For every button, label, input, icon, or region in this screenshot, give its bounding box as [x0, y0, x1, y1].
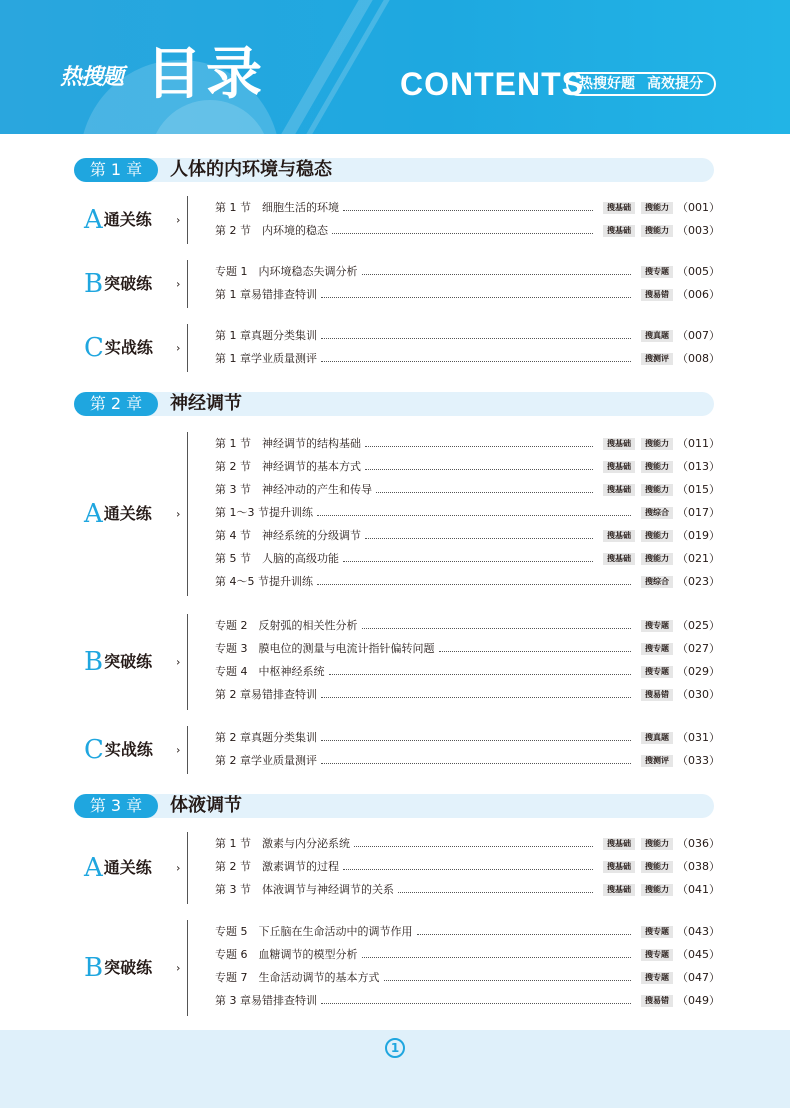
entry-title: 专题 6 血糖调节的模型分析 — [215, 948, 358, 961]
contents-heading: CONTENTS — [400, 66, 584, 102]
section-name: 实战练 — [104, 740, 153, 759]
entry-badge: 搜真题 — [641, 732, 673, 744]
chapter-tag: 第 1 章 — [74, 158, 158, 182]
chevron-right-icon: › — [176, 341, 181, 355]
entry-page: （043） — [677, 925, 720, 938]
chapter-bar — [74, 794, 714, 818]
divider — [187, 614, 188, 710]
entry-badge: 搜能力 — [641, 838, 673, 850]
entry-title: 第 2 章易错排查特训 — [215, 688, 317, 701]
toc-entry[interactable] — [215, 924, 720, 940]
entry-page: （006） — [677, 288, 720, 301]
toc-entry[interactable] — [215, 551, 720, 567]
section-name: 突破练 — [104, 958, 153, 977]
divider — [187, 432, 188, 596]
entry-badge: 搜综合 — [641, 507, 673, 519]
leader-dots — [321, 361, 631, 362]
entry-title: 第 3 节 体液调节与神经调节的关系 — [215, 883, 394, 896]
toc-entry[interactable] — [215, 947, 720, 963]
chevron-right-icon: › — [176, 961, 181, 975]
entry-page: （033） — [677, 754, 720, 767]
entry-badge: 搜能力 — [641, 461, 673, 473]
toc-entry[interactable] — [215, 970, 720, 986]
entry-title: 第 1 节 神经调节的结构基础 — [215, 437, 361, 450]
section-label — [84, 954, 152, 982]
entry-badge: 搜能力 — [641, 861, 673, 873]
section-group — [80, 432, 720, 596]
entry-badge: 搜基础 — [603, 861, 635, 873]
section-name: 突破练 — [104, 652, 153, 671]
chapter-title: 体液调节 — [170, 795, 242, 816]
section-label — [84, 270, 152, 298]
section-letter: C — [84, 333, 104, 363]
entry-page: （045） — [677, 948, 720, 961]
entry-badge: 搜专题 — [641, 926, 673, 938]
toc-entry[interactable] — [215, 505, 720, 521]
entry-title: 第 1 节 细胞生活的环境 — [215, 201, 339, 214]
chapter-tag: 第 3 章 — [74, 794, 158, 818]
leader-dots — [343, 869, 593, 870]
entry-page: （019） — [677, 529, 720, 542]
section-group — [80, 260, 720, 308]
entry-page: （036） — [677, 837, 720, 850]
leader-dots — [362, 628, 632, 629]
entry-page: （038） — [677, 860, 720, 873]
divider — [187, 726, 188, 774]
leader-dots — [365, 446, 593, 447]
section-name: 突破练 — [104, 274, 153, 293]
section-letter: B — [84, 269, 104, 299]
entry-title: 第 1 章真题分类集训 — [215, 329, 317, 342]
chevron-right-icon: › — [176, 861, 181, 875]
chevron-right-icon: › — [176, 507, 181, 521]
chapter-title: 人体的内环境与稳态 — [170, 159, 332, 180]
entry-title: 第 4 节 神经系统的分级调节 — [215, 529, 361, 542]
entry-badge: 搜基础 — [603, 225, 635, 237]
entry-title: 第 2 章真题分类集训 — [215, 731, 317, 744]
entry-title: 专题 1 内环境稳态失调分析 — [215, 265, 358, 278]
leader-dots — [332, 233, 593, 234]
leader-dots — [321, 338, 631, 339]
section-group — [80, 832, 720, 904]
entry-badge: 搜能力 — [641, 553, 673, 565]
entry-title: 第 2 节 激素调节的过程 — [215, 860, 339, 873]
entry-badge: 搜测评 — [641, 755, 673, 767]
toc-entry[interactable] — [215, 730, 720, 746]
chapter-title: 神经调节 — [170, 393, 242, 414]
leader-dots — [354, 846, 593, 847]
entry-title: 第 4～5 节提升训练 — [215, 575, 313, 588]
entry-page: （007） — [677, 329, 720, 342]
entry-badge: 搜基础 — [603, 484, 635, 496]
section-letter: B — [84, 953, 104, 983]
chevron-right-icon: › — [176, 655, 181, 669]
chevron-right-icon: › — [176, 277, 181, 291]
entry-title: 第 1 节 激素与内分泌系统 — [215, 837, 350, 850]
toc-entry[interactable] — [215, 351, 720, 367]
leader-dots — [321, 763, 631, 764]
toc-entry[interactable] — [215, 459, 720, 475]
toc-entry[interactable] — [215, 859, 720, 875]
divider — [187, 196, 188, 244]
divider — [187, 324, 188, 372]
leader-dots — [321, 740, 631, 741]
entry-page: （049） — [677, 994, 720, 1007]
leader-dots — [329, 674, 632, 675]
entry-page: （001） — [677, 201, 720, 214]
section-group — [80, 726, 720, 774]
toc-entry[interactable] — [215, 328, 720, 344]
slogan-pill — [566, 72, 716, 96]
entry-title: 第 3 节 神经冲动的产生和传导 — [215, 483, 372, 496]
entry-title: 第 1～3 节提升训练 — [215, 506, 313, 519]
toc-entry[interactable] — [215, 436, 720, 452]
entry-title: 专题 2 反射弧的相关性分析 — [215, 619, 358, 632]
page-number: 1 — [385, 1038, 405, 1058]
section-letter: A — [84, 205, 103, 235]
leader-dots — [365, 469, 593, 470]
entry-badge: 搜能力 — [641, 438, 673, 450]
section-name: 实战练 — [104, 338, 153, 357]
toc-entry[interactable] — [215, 753, 720, 769]
toc-entry[interactable] — [215, 993, 720, 1009]
section-label — [84, 736, 153, 764]
entry-page: （003） — [677, 224, 720, 237]
leader-dots — [317, 515, 631, 516]
section-letter: A — [84, 499, 103, 529]
section-label — [84, 854, 152, 882]
entry-title: 第 2 节 神经调节的基本方式 — [215, 460, 361, 473]
entry-page: （011） — [677, 437, 720, 450]
slogan-text: 高效提分 — [647, 76, 703, 92]
leader-dots — [321, 297, 631, 298]
entry-page: （008） — [677, 352, 720, 365]
entry-page: （015） — [677, 483, 720, 496]
entry-page: （031） — [677, 731, 720, 744]
entry-title: 第 2 节 内环境的稳态 — [215, 224, 328, 237]
leader-dots — [365, 538, 593, 539]
entry-page: （021） — [677, 552, 720, 565]
entry-badge: 搜能力 — [641, 884, 673, 896]
leader-dots — [362, 957, 632, 958]
section-label — [84, 206, 152, 234]
entry-badge: 搜易错 — [641, 289, 673, 301]
entry-page: （013） — [677, 460, 720, 473]
toc-entry[interactable] — [215, 618, 720, 634]
divider — [187, 832, 188, 904]
toc-entry[interactable] — [215, 664, 720, 680]
entry-title: 专题 5 下丘脑在生命活动中的调节作用 — [215, 925, 413, 938]
entry-page: （025） — [677, 619, 720, 632]
entry-badge: 搜易错 — [641, 689, 673, 701]
entry-title: 第 1 章易错排查特训 — [215, 288, 317, 301]
entry-title: 第 1 章学业质量测评 — [215, 352, 317, 365]
section-label — [84, 648, 152, 676]
leader-dots — [417, 934, 632, 935]
leader-dots — [384, 980, 632, 981]
toc-entry[interactable] — [215, 687, 720, 703]
entry-page: （047） — [677, 971, 720, 984]
toc-entry[interactable] — [215, 836, 720, 852]
toc-entry[interactable] — [215, 882, 720, 898]
entry-badge: 搜能力 — [641, 202, 673, 214]
entry-badge: 搜综合 — [641, 576, 673, 588]
section-label — [84, 500, 152, 528]
entry-page: （005） — [677, 265, 720, 278]
chevron-right-icon: › — [176, 743, 181, 757]
leader-dots — [398, 892, 593, 893]
entry-badge: 搜基础 — [603, 838, 635, 850]
brand-logo: 热搜题 — [60, 65, 124, 90]
entry-badge: 搜基础 — [603, 530, 635, 542]
chapter-bar — [74, 158, 714, 182]
entry-title: 第 2 章学业质量测评 — [215, 754, 317, 767]
section-letter: B — [84, 647, 104, 677]
toc-entry[interactable] — [215, 574, 720, 590]
toc-entry[interactable] — [215, 287, 720, 303]
footer-band — [0, 1030, 790, 1108]
chevron-right-icon: › — [176, 213, 181, 227]
header-banner — [0, 0, 790, 134]
toc-entry[interactable] — [215, 200, 720, 216]
section-group — [80, 196, 720, 244]
section-letter: A — [84, 853, 103, 883]
entry-badge: 搜专题 — [641, 266, 673, 278]
entry-badge: 搜专题 — [641, 949, 673, 961]
divider — [187, 920, 188, 1016]
entry-page: （027） — [677, 642, 720, 655]
toc-entry[interactable] — [215, 223, 720, 239]
toc-entry[interactable] — [215, 641, 720, 657]
section-group — [80, 614, 720, 710]
entry-badge: 搜基础 — [603, 202, 635, 214]
section-name: 通关练 — [103, 858, 152, 877]
entry-title: 专题 3 膜电位的测量与电流计指针偏转问题 — [215, 642, 435, 655]
section-group — [80, 920, 720, 1016]
entry-page: （023） — [677, 575, 720, 588]
entry-badge: 搜能力 — [641, 225, 673, 237]
entry-badge: 搜专题 — [641, 666, 673, 678]
entry-title: 第 3 章易错排查特训 — [215, 994, 317, 1007]
leader-dots — [362, 274, 632, 275]
section-name: 通关练 — [103, 210, 152, 229]
entry-badge: 搜基础 — [603, 461, 635, 473]
entry-page: （030） — [677, 688, 720, 701]
entry-badge: 搜专题 — [641, 620, 673, 632]
section-group — [80, 324, 720, 372]
leader-dots — [343, 561, 593, 562]
entry-badge: 搜易错 — [641, 995, 673, 1007]
entry-title: 专题 4 中枢神经系统 — [215, 665, 325, 678]
entry-badge: 搜基础 — [603, 438, 635, 450]
page-title: 目录 — [146, 42, 266, 107]
entry-page: （017） — [677, 506, 720, 519]
leader-dots — [321, 697, 631, 698]
chapter-bar — [74, 392, 714, 416]
entry-badge: 搜能力 — [641, 484, 673, 496]
entry-page: （041） — [677, 883, 720, 896]
entry-page: （029） — [677, 665, 720, 678]
leader-dots — [439, 651, 632, 652]
divider — [187, 260, 188, 308]
entry-badge: 搜能力 — [641, 530, 673, 542]
section-label — [84, 334, 153, 362]
leader-dots — [321, 1003, 631, 1004]
entry-badge: 搜基础 — [603, 884, 635, 896]
leader-dots — [317, 584, 631, 585]
entry-badge: 搜专题 — [641, 972, 673, 984]
entry-badge: 搜基础 — [603, 553, 635, 565]
entry-title: 第 5 节 人脑的高级功能 — [215, 552, 339, 565]
decor-stripe — [281, 0, 372, 134]
entry-badge: 搜真题 — [641, 330, 673, 342]
toc-entry[interactable] — [215, 482, 720, 498]
leader-dots — [376, 492, 593, 493]
chapter-tag: 第 2 章 — [74, 392, 158, 416]
leader-dots — [343, 210, 593, 211]
toc-entry[interactable] — [215, 528, 720, 544]
section-name: 通关练 — [103, 504, 152, 523]
entry-badge: 搜测评 — [641, 353, 673, 365]
slogan-text: 热搜好题 — [579, 76, 635, 92]
section-letter: C — [84, 735, 104, 765]
toc-entry[interactable] — [215, 264, 720, 280]
entry-badge: 搜专题 — [641, 643, 673, 655]
entry-title: 专题 7 生命活动调节的基本方式 — [215, 971, 380, 984]
